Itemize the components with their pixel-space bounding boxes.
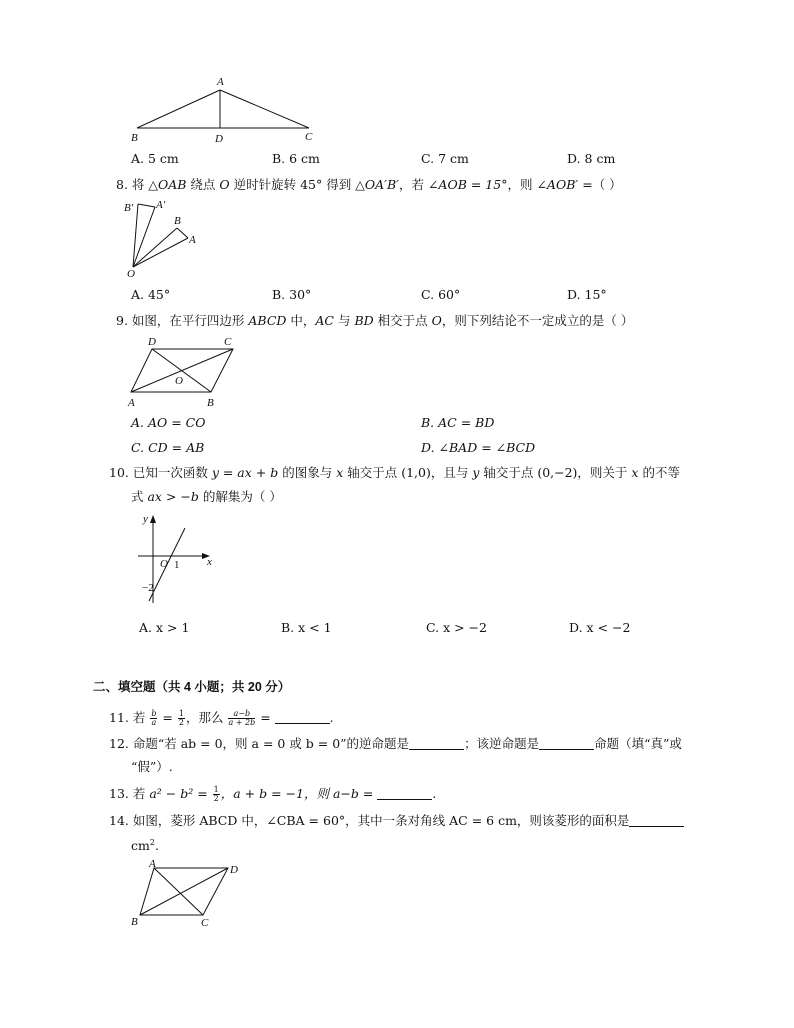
q10-stem-line2: 式 ax > −b 的解集为（ ） — [131, 489, 282, 504]
label-D: D — [215, 133, 223, 145]
label-one: 1 — [174, 559, 180, 571]
q8-stem: 8. 将 △OAB 绕点 O 逆时针旋转 45° 得到 △OA′B′，若 ∠AOB = 15°，则 ∠AOB′ =（ ） — [116, 177, 622, 192]
label-O: O — [175, 375, 183, 387]
q12-line2: “假”）. — [131, 759, 173, 774]
label-B: B — [174, 215, 181, 227]
fraction-expression: $\frac{a-b}{a + 2b}$ — [228, 709, 256, 727]
label-A: A — [217, 76, 224, 88]
q7-option-b: B. 6 cm — [272, 151, 320, 166]
label-A: A — [189, 234, 196, 246]
label-C: C — [201, 917, 209, 929]
q7-option-a: A. 5 cm — [131, 151, 179, 166]
label-B: B — [207, 397, 214, 409]
q8-option-b: B. 30° — [272, 287, 312, 302]
q10-option-a: A. x > 1 — [139, 620, 190, 635]
answer-blank[interactable] — [275, 711, 330, 724]
q9-option-c: C. CD = AB — [131, 440, 205, 455]
axis-label-y: y — [143, 513, 148, 525]
label-O: O — [127, 268, 135, 280]
fraction-one-half: $\frac{1}{2}$ — [213, 785, 219, 803]
fraction-b-over-a: $\frac{b}{a}$ — [151, 709, 157, 727]
figure-q8-rotation — [122, 196, 212, 280]
label-A: A — [149, 858, 156, 870]
q9-stem: 9. 如图，在平行四边形 ABCD 中，AC 与 BD 相交于点 O，则下列结论不一定成立的是（ ） — [116, 313, 634, 328]
figure-q10-graph — [136, 508, 226, 608]
answer-blank[interactable] — [409, 737, 464, 750]
answer-blank[interactable] — [377, 787, 432, 800]
q8-option-a: A. 45° — [131, 287, 171, 302]
figure-q9-parallelogram — [124, 334, 240, 410]
label-B-prime: B′ — [124, 202, 134, 214]
figure-q7-triangle — [125, 74, 325, 146]
q10-stem-line1: 10. 已知一次函数 y = ax + b 的图象与 x 轴交于点 (1,0)，且与 y 轴交于点 (0,−2)，则关于 x 的不等 — [109, 465, 680, 480]
label-B: B — [131, 916, 138, 928]
q9-option-a: A. AO = CO — [131, 415, 206, 430]
q7-option-d: D. 8 cm — [567, 151, 616, 166]
q9-option-d: D. ∠BAD = ∠BCD — [421, 440, 536, 455]
label-C: C — [224, 336, 232, 348]
q10-option-b: B. x < 1 — [281, 620, 332, 635]
label-neg2: −2 — [142, 582, 154, 594]
figure-q14-rhombus — [128, 856, 246, 932]
fraction-one-half: $\frac{1}{2}$ — [178, 709, 184, 727]
q14-line2: $cm^2$. — [131, 838, 159, 853]
q9-option-b: B. AC = BD — [421, 415, 495, 430]
q8-option-c: C. 60° — [421, 287, 461, 302]
q10-option-c: C. x > −2 — [426, 620, 487, 635]
q8-option-d: D. 15° — [567, 287, 607, 302]
axis-label-x: x — [207, 556, 212, 568]
q13-stem: 13. 若 a² − b² = $\frac{1}{2}$ ，a + b = −1，则 a−b = . — [109, 785, 437, 803]
q11-stem: 11. 若 $\frac{b}{a}$ = $\frac{1}{2}$ ，那么 $\frac{a-b}{a + 2b}$ = . — [109, 709, 334, 727]
q12-line1: 12. 命题“若 ab = 0，则 a = 0 或 b = 0”的逆命题是 ；该逆命题是 命题（填“真”或 — [109, 736, 682, 751]
section-title: 二、填空题（共 4 小题；共 20 分） — [93, 680, 291, 694]
label-origin: O — [160, 558, 168, 570]
label-A: A — [128, 397, 135, 409]
label-D: D — [148, 336, 156, 348]
q7-option-c: C. 7 cm — [421, 151, 469, 166]
label-B: B — [131, 132, 138, 144]
answer-blank[interactable] — [539, 737, 594, 750]
label-A-prime: A′ — [156, 199, 166, 211]
label-D: D — [230, 864, 238, 876]
q10-option-d: D. x < −2 — [569, 620, 631, 635]
q14-line1: 14. 如图，菱形 ABCD 中，∠CBA = 60°，其中一条对角线 AC = 6 cm，则该菱形的面积是 — [109, 813, 684, 829]
answer-blank[interactable] — [629, 814, 684, 827]
label-C: C — [305, 131, 313, 143]
